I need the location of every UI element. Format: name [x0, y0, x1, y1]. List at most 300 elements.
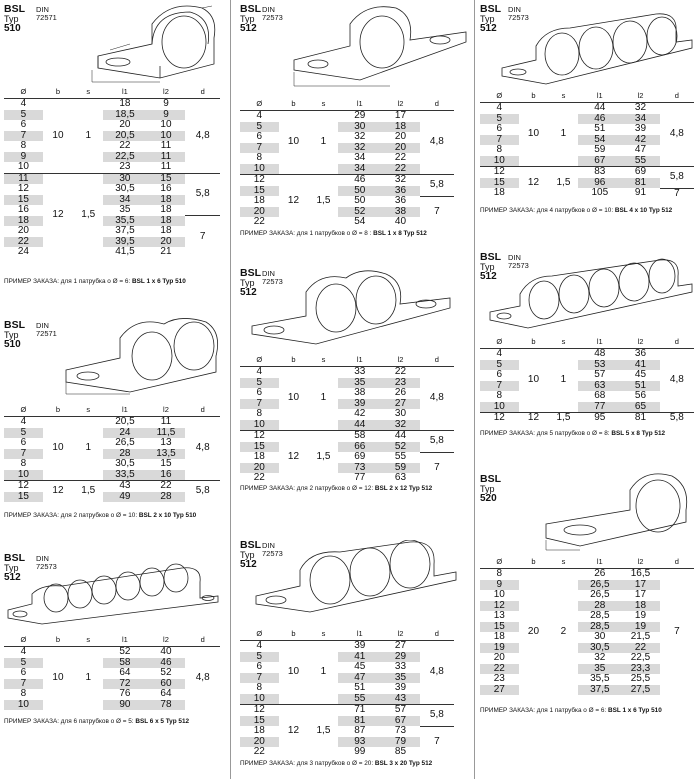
length-l1-cell: 34 [338, 164, 381, 175]
series-name: BSL [4, 552, 25, 564]
hole-d-cell: 5,8 [420, 175, 454, 197]
order-example: ПРИМЕР ЗАКАЗА: для 1 патрубка о Ø = 6: BSL 1 x 6 Typ 510 [4, 278, 186, 285]
length-l2-cell: 63 [394, 472, 407, 483]
length-l2-cell: 13 [160, 437, 172, 448]
clamp-drawing [90, 4, 230, 86]
length-l1-cell: 51 [594, 123, 606, 134]
hole-d-cell: 5,8 [660, 167, 694, 189]
hole-d-cell: 7 [420, 196, 454, 228]
diameter-cell: 18 [253, 725, 265, 736]
table-row [240, 641, 454, 652]
table-row [240, 726, 454, 737]
diameter-cell: 8 [496, 144, 503, 155]
diameter-cell: 20 [240, 463, 279, 474]
column-header: Ø [480, 88, 519, 103]
column-header: Ø [4, 402, 43, 417]
length-l2-cell: 64 [160, 688, 172, 699]
column-header: Ø [240, 352, 279, 367]
thickness-s-cell: 1 [85, 442, 91, 454]
diameter-cell: 10 [480, 156, 519, 167]
length-l1-cell: 39,5 [103, 237, 146, 248]
width-b-cell: 10 [287, 666, 300, 678]
length-l1-cell: 28,5 [590, 610, 610, 621]
length-l2-cell: 69 [621, 167, 660, 178]
length-l1-cell: 93 [338, 737, 381, 748]
width-b-cell: 12 [279, 705, 309, 758]
thickness-s-cell: 1,5 [548, 167, 578, 200]
length-l1-cell: 58 [338, 431, 381, 442]
table-row [4, 216, 220, 227]
length-l2-cell: 32 [381, 175, 420, 186]
table-row [4, 417, 220, 428]
diameter-cell: 15 [4, 195, 43, 206]
length-l2-cell: 41 [621, 360, 660, 371]
length-l1-cell: 30 [103, 173, 146, 184]
length-l2-cell: 81 [621, 178, 660, 189]
diameter-cell: 8 [20, 140, 27, 151]
diameter-cell: 12 [480, 167, 519, 178]
length-l1-cell: 30,5 [578, 643, 621, 654]
series-name: BSL [240, 267, 261, 279]
diameter-cell: 13 [493, 610, 505, 621]
length-l2-cell: 27 [381, 399, 420, 410]
diameter-cell: 7 [240, 143, 279, 154]
width-b-cell: 20 [527, 625, 540, 637]
column-header: b [43, 84, 73, 99]
length-l2-cell: 18 [147, 195, 186, 206]
diameter-cell: 20 [17, 225, 29, 236]
thickness-s-cell: 1,5 [548, 413, 578, 424]
column-header: Ø [4, 632, 43, 647]
column-header: d [420, 626, 454, 641]
length-l1-cell: 32 [594, 652, 606, 663]
length-l2-cell: 29 [381, 652, 420, 663]
length-l1-cell: 33 [354, 366, 366, 377]
length-l2-cell: 27 [394, 640, 407, 651]
column-header: Ø [240, 96, 279, 111]
din-label: DIN 72571 [36, 5, 57, 22]
length-l2-cell: 46 [147, 658, 186, 669]
table-row [240, 196, 454, 207]
column-header: b [519, 554, 549, 569]
width-b-cell: 10 [52, 442, 64, 454]
diameter-cell: 5 [240, 652, 279, 663]
length-l1-cell: 30,5 [115, 183, 135, 194]
length-l2-cell: 18 [621, 601, 660, 612]
length-l1-cell: 29 [354, 110, 366, 121]
hole-d-cell: 4,8 [429, 392, 444, 404]
diameter-cell: 15 [480, 178, 519, 189]
column-header: b [43, 632, 73, 647]
length-l2-cell: 42 [621, 135, 660, 146]
diameter-cell: 8 [256, 152, 263, 163]
length-l2-cell: 11 [147, 152, 186, 163]
column-header: l2 [381, 352, 420, 367]
length-l1-cell: 50 [338, 186, 381, 197]
length-l1-cell: 54 [354, 216, 366, 227]
length-l2-cell: 22 [394, 366, 407, 377]
length-l2-cell: 34 [621, 114, 660, 125]
diameter-cell: 8 [256, 408, 263, 419]
diameter-cell: 18 [253, 195, 265, 206]
order-example: ПРИМЕР ЗАКАЗА: для 3 патрубков о Ø = 20: BSL 3 x 20 Typ 512 [240, 760, 433, 767]
length-l2-cell: 65 [621, 402, 660, 413]
length-l2-cell: 19 [621, 622, 660, 633]
clamp-drawing [250, 540, 460, 620]
din-label: DIN 72573 [508, 253, 529, 270]
series-name: BSL [4, 3, 25, 15]
column-header: b [279, 626, 309, 641]
length-l2-cell: 47 [634, 144, 647, 155]
spec-table [480, 334, 694, 424]
diameter-cell: 5 [480, 114, 519, 125]
column-header: d [185, 632, 220, 647]
order-example: ПРИМЕР ЗАКАЗА: для 6 патрубков о Ø = 5: BSL 6 x 5 Typ 512 [4, 718, 190, 725]
length-l1-cell: 87 [354, 725, 366, 736]
length-l2-cell: 67 [381, 716, 420, 727]
column-header: b [279, 352, 309, 367]
length-l1-cell: 52 [338, 207, 381, 218]
length-l2-cell: 11 [160, 416, 172, 427]
length-l2-cell: 59 [381, 463, 420, 474]
width-b-cell: 10 [527, 128, 540, 140]
diameter-cell: 6 [496, 123, 503, 134]
diameter-cell: 22 [253, 472, 265, 483]
length-l2-cell: 18 [381, 122, 420, 133]
clamp-drawing [496, 6, 696, 90]
hole-d-cell: 5,8 [660, 413, 694, 424]
length-l1-cell: 32 [354, 131, 366, 142]
length-l2-cell: 40 [160, 646, 172, 657]
length-l1-cell: 35 [119, 204, 131, 215]
clamp-drawing [60, 316, 228, 398]
type-number: 512 [480, 23, 497, 34]
diameter-cell: 4 [256, 640, 263, 651]
diameter-cell: 10 [17, 161, 29, 172]
length-l2-cell: 45 [634, 369, 647, 380]
spec-table [480, 88, 694, 199]
length-l1-cell: 35,5 [590, 673, 610, 684]
length-l2-cell: 22 [621, 643, 660, 654]
diameter-cell: 20 [493, 652, 505, 663]
diameter-cell: 12 [4, 481, 43, 492]
column-divider [474, 0, 475, 779]
length-l1-cell: 22 [119, 140, 131, 151]
length-l2-cell: 10 [147, 131, 186, 142]
length-l1-cell: 69 [354, 451, 366, 462]
thickness-s-cell: 1 [560, 128, 567, 140]
diameter-cell: 8 [20, 688, 27, 699]
panel-title [480, 474, 501, 504]
length-l1-cell: 26,5 [115, 437, 135, 448]
length-l2-cell: 39 [634, 123, 647, 134]
column-header: l1 [103, 632, 146, 647]
length-l2-cell: 25,5 [630, 673, 651, 684]
column-header: d [420, 352, 454, 367]
diameter-cell: 18 [4, 216, 43, 227]
series-name: BSL [4, 319, 25, 331]
diameter-cell: 15 [240, 186, 279, 197]
length-l1-cell: 39 [354, 640, 366, 651]
width-b-cell: 10 [287, 392, 300, 404]
type-number: 512 [480, 271, 497, 282]
diameter-cell: 27 [480, 685, 519, 696]
din-label: DIN 72573 [36, 554, 57, 571]
table-row [240, 111, 454, 122]
length-l1-cell: 23 [119, 161, 131, 172]
diameter-cell: 22 [253, 746, 265, 757]
din-label: DIN 72573 [262, 5, 283, 22]
length-l2-cell: 22,5 [630, 652, 651, 663]
diameter-cell: 7 [480, 135, 519, 146]
type-label: Typ [240, 14, 255, 24]
length-l2-cell: 73 [394, 725, 407, 736]
column-header: d [185, 84, 220, 99]
length-l2-cell: 9 [163, 98, 169, 109]
column-header: l1 [578, 88, 621, 103]
length-l2-cell: 36 [381, 186, 420, 197]
length-l2-cell: 35 [381, 673, 420, 684]
length-l1-cell: 35 [338, 378, 381, 389]
order-example: ПРИМЕР ЗАКАЗА: для 1 патрубка о Ø = 6: BSL 1 x 6 Typ 510 [480, 707, 662, 714]
length-l1-cell: 58 [103, 658, 146, 669]
diameter-cell: 16 [17, 204, 29, 215]
series-name: BSL [480, 3, 501, 15]
length-l1-cell: 41 [338, 652, 381, 663]
length-l2-cell: 55 [621, 156, 660, 167]
diameter-cell: 15 [480, 622, 519, 633]
hole-d-cell: 4,8 [195, 129, 210, 141]
table-row [4, 99, 220, 110]
type-number: 512 [240, 559, 257, 570]
diameter-cell: 22 [253, 216, 265, 227]
table-row [240, 705, 454, 716]
length-l2-cell: 36 [634, 348, 647, 359]
diameter-cell: 15 [240, 716, 279, 727]
thickness-s-cell: 1 [85, 129, 91, 141]
spec-table [4, 84, 220, 258]
length-l2-cell: 13,5 [147, 449, 186, 460]
length-l2-cell: 21,5 [630, 631, 651, 642]
thickness-s-cell: 1,5 [73, 173, 103, 258]
length-l1-cell: 68 [594, 390, 606, 401]
length-l1-cell: 20 [119, 119, 131, 130]
column-header: l2 [621, 554, 660, 569]
length-l2-cell: 57 [381, 705, 420, 716]
din-label: DIN 72573 [508, 5, 529, 22]
series-name: BSL [240, 3, 261, 15]
diameter-cell: 11 [4, 173, 43, 184]
din-label: DIN 72571 [36, 321, 57, 338]
length-l2-cell: 32 [634, 102, 647, 113]
width-b-cell: 12 [43, 173, 73, 258]
table-row [4, 647, 220, 658]
diameter-cell: 10 [240, 420, 279, 431]
order-example: ПРИМЕР ЗАКАЗА: для 1 патрубков о Ø = 8 : BSL 1 x 8 Typ 512 [240, 230, 427, 237]
type-label: Typ [4, 330, 19, 340]
order-example: ПРИМЕР ЗАКАЗА: для 5 патрубков о Ø = 8: BSL 5 x 8 Typ 512 [480, 430, 666, 437]
length-l2-cell: 15 [160, 458, 172, 469]
table-row [480, 349, 694, 360]
type-label: Typ [4, 14, 19, 24]
column-header: b [43, 402, 73, 417]
diameter-cell: 5 [480, 360, 519, 371]
diameter-cell: 5 [4, 658, 43, 669]
order-example: ПРИМЕР ЗАКАЗА: для 2 патрубков о Ø = 12: BSL 2 x 12 Typ 512 [240, 485, 433, 492]
column-header: l1 [103, 402, 146, 417]
clamp-drawing [540, 470, 696, 554]
length-l2-cell: 30 [394, 408, 407, 419]
type-label: Typ [480, 484, 495, 494]
length-l1-cell: 50 [354, 195, 366, 206]
column-header: s [308, 626, 338, 641]
thickness-s-cell: 1,5 [308, 705, 338, 758]
column-header: s [73, 402, 103, 417]
column-header: l2 [381, 96, 420, 111]
diameter-cell: 20 [240, 207, 279, 218]
length-l2-cell: 17 [634, 589, 647, 600]
length-l1-cell: 26,5 [578, 580, 621, 591]
column-header: d [420, 96, 454, 111]
length-l1-cell: 34 [103, 195, 146, 206]
column-header: s [548, 334, 578, 349]
diameter-cell: 7 [4, 679, 43, 690]
length-l1-cell: 20,5 [103, 131, 146, 142]
column-header: l2 [147, 84, 186, 99]
length-l1-cell: 30,5 [115, 458, 135, 469]
length-l2-cell: 27,5 [621, 685, 660, 696]
thickness-s-cell: 1,5 [308, 431, 338, 484]
hole-d-cell: 7 [674, 625, 680, 637]
column-header: l1 [338, 626, 381, 641]
spec-table [480, 554, 694, 695]
diameter-cell: 15 [240, 442, 279, 453]
length-l1-cell: 53 [578, 360, 621, 371]
length-l2-cell: 55 [394, 451, 407, 462]
length-l2-cell: 17 [621, 580, 660, 591]
length-l2-cell: 40 [394, 216, 407, 227]
length-l2-cell: 81 [621, 413, 660, 424]
thickness-s-cell: 1 [320, 136, 327, 148]
length-l1-cell: 33,5 [103, 470, 146, 481]
panel-title [4, 4, 25, 34]
length-l1-cell: 18 [119, 98, 131, 109]
length-l1-cell: 99 [354, 746, 366, 757]
length-l1-cell: 44 [338, 420, 381, 431]
type-number: 510 [4, 339, 21, 350]
type-number: 510 [4, 23, 21, 34]
thickness-s-cell: 1 [320, 666, 327, 678]
length-l1-cell: 34 [354, 152, 366, 163]
diameter-cell: 5 [4, 428, 43, 439]
series-name: BSL [480, 251, 501, 263]
length-l1-cell: 83 [578, 167, 621, 178]
length-l1-cell: 90 [103, 700, 146, 711]
length-l1-cell: 45 [354, 661, 366, 672]
diameter-cell: 7 [240, 673, 279, 684]
length-l1-cell: 95 [578, 413, 621, 424]
diameter-cell: 6 [20, 119, 27, 130]
length-l2-cell: 18 [160, 204, 172, 215]
diameter-cell: 7 [240, 399, 279, 410]
length-l1-cell: 24 [103, 428, 146, 439]
diameter-cell: 4 [20, 416, 27, 427]
length-l1-cell: 71 [338, 705, 381, 716]
diameter-cell: 4 [496, 348, 503, 359]
order-example: ПРИМЕР ЗАКАЗА: для 4 патрубков о Ø = 10: BSL 4 x 10 Typ 512 [480, 207, 673, 214]
column-header: l2 [621, 88, 660, 103]
thickness-s-cell: 1 [320, 392, 327, 404]
type-number: 512 [240, 23, 257, 34]
length-l2-cell: 23,3 [621, 664, 660, 675]
diameter-cell: 22 [480, 664, 519, 675]
length-l2-cell: 11 [160, 161, 172, 172]
width-b-cell: 12 [519, 167, 549, 200]
column-header: Ø [480, 334, 519, 349]
length-l2-cell: 17 [394, 110, 407, 121]
diameter-cell: 18 [493, 631, 505, 642]
length-l1-cell: 63 [578, 381, 621, 392]
length-l2-cell: 22 [147, 481, 186, 492]
diameter-cell: 6 [20, 437, 27, 448]
length-l2-cell: 26 [394, 387, 407, 398]
length-l2-cell: 28 [147, 492, 186, 503]
length-l1-cell: 59 [594, 144, 606, 155]
panel-title [4, 320, 25, 350]
length-l1-cell: 67 [578, 156, 621, 167]
column-header: l2 [621, 334, 660, 349]
hole-d-cell: 5,8 [185, 481, 220, 503]
diameter-cell: 10 [240, 164, 279, 175]
hole-d-cell: 5,8 [420, 431, 454, 453]
length-l1-cell: 76 [119, 688, 131, 699]
length-l1-cell: 57 [594, 369, 606, 380]
column-header: s [308, 352, 338, 367]
hole-d-cell: 4,8 [195, 442, 210, 454]
length-l2-cell: 91 [634, 187, 647, 199]
column-header: l2 [381, 626, 420, 641]
length-l2-cell: 60 [147, 679, 186, 690]
hole-d-cell: 7 [420, 726, 454, 758]
hole-d-cell: 4,8 [669, 128, 684, 140]
clamp-drawing [484, 254, 696, 334]
spec-table [240, 352, 454, 484]
column-header: l1 [338, 352, 381, 367]
spec-table [4, 402, 220, 502]
length-l1-cell: 28 [578, 601, 621, 612]
type-number: 512 [240, 287, 257, 298]
table-row [240, 452, 454, 463]
length-l2-cell: 38 [381, 207, 420, 218]
column-header: l1 [578, 554, 621, 569]
width-b-cell: 12 [43, 481, 73, 503]
length-l2-cell: 11,5 [147, 428, 186, 439]
column-header: l2 [147, 402, 186, 417]
length-l2-cell: 19 [634, 610, 647, 621]
table-row [480, 167, 694, 178]
hole-d-cell: 5,8 [420, 705, 454, 727]
order-example: ПРИМЕР ЗАКАЗА: для 2 патрубков о Ø = 10: BSL 2 x 10 Typ 510 [4, 512, 197, 519]
column-header: s [73, 632, 103, 647]
length-l2-cell: 32 [381, 420, 420, 431]
length-l2-cell: 18 [160, 225, 172, 236]
length-l1-cell: 30 [338, 122, 381, 133]
length-l1-cell: 77 [578, 402, 621, 413]
diameter-cell: 12 [480, 413, 519, 424]
diameter-cell: 5 [240, 378, 279, 389]
length-l2-cell: 11 [160, 140, 172, 151]
length-l1-cell: 35,5 [103, 216, 146, 227]
